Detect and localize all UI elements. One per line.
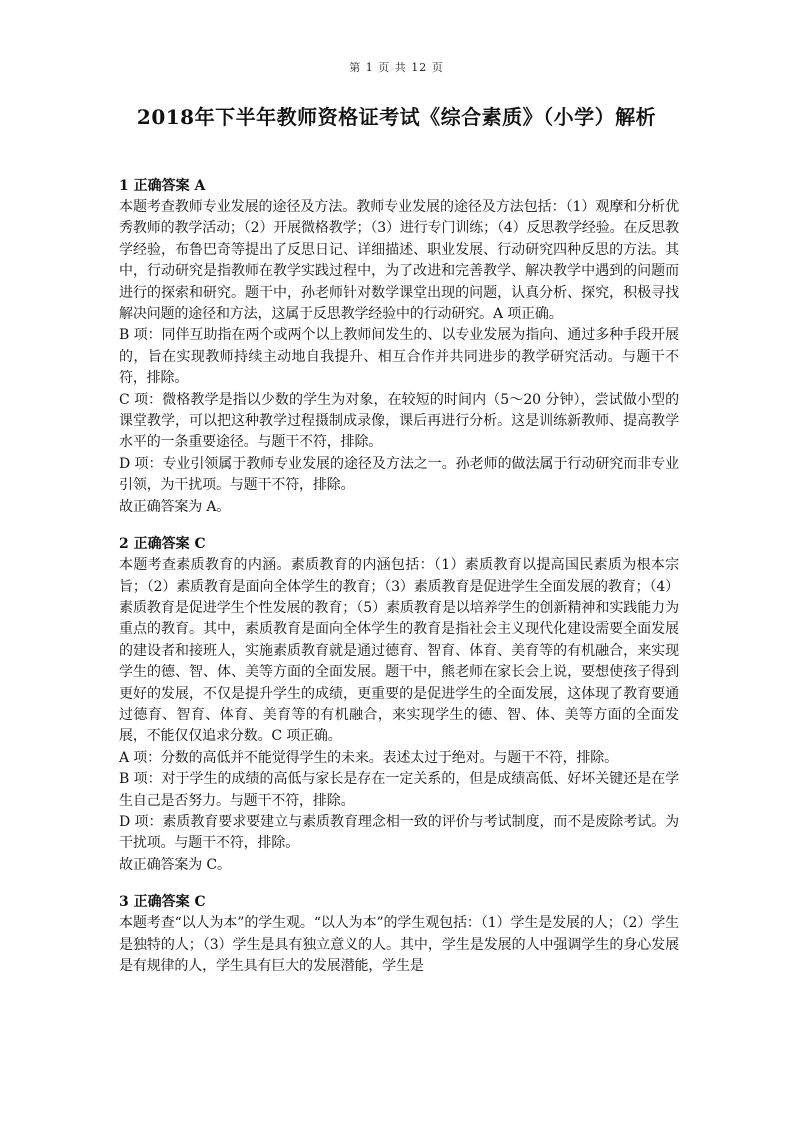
option-d-paragraph: D 项：素质教育要求要建立与素质教育理念相一致的评价与考试制度，而不是废除考试。为干扰项。与题干不符，排除。 bbox=[119, 813, 679, 852]
answer-section-1 bbox=[119, 176, 679, 518]
option-d-paragraph: D 项：专业引领属于教师专业发展的途径及方法之一。孙老师的做法属于行动研究而非专业引领，为干扰项。与题干不符，排除。 bbox=[119, 455, 679, 494]
explanation-paragraph: 本题考查教师专业发展的途径及方法。教师专业发展的途径及方法包括：（1）观摩和分析优秀教师的教学活动；（2）开展微格教学；（3）进行专门训练；（4）反思教学经验。在反思教学经验，布鲁巴奇等提出了反思日记、详细描述、职业发展、行动研究四种反思的方法。其中，行动研究是指教师在教学实践过程中，为了改进和完善教学、解决教学中遇到的问题而进行的探索和研究。题干中，孙老师针对数学课堂出现的问题，认真分析、探究，积极寻找解决问题的途径和方法，这属于反思教学经验中的行动研究。A 项正确。 bbox=[119, 199, 679, 323]
answer-heading: 3 正确答案 C bbox=[119, 894, 206, 911]
answer-heading: 2 正确答案 C bbox=[119, 536, 206, 553]
option-b-paragraph: B 项：对于学生的成绩的高低与家长是存在一定关系的，但是成绩高低、好坏关键还是在学生自己是否努力。与题干不符，排除。 bbox=[119, 771, 679, 809]
answer-heading: 1 正确答案 A bbox=[119, 178, 206, 194]
document-title: 2018年下半年教师资格证考试《综合素质》（小学）解析 bbox=[136, 105, 657, 129]
option-b-paragraph: B 项：同伴互助指在两个或两个以上教师间发生的、以专业发展为指向、通过多种手段开展的，旨在实现教师持续主动地自我提升、相互合作并共同进步的教学研究活动。与题干不符，排除。 bbox=[119, 327, 679, 387]
answer-section-2 bbox=[119, 534, 679, 876]
conclusion-paragraph: 故正确答案为 A。 bbox=[119, 498, 231, 515]
explanation-paragraph: 本题考查素质教育的内涵。素质教育的内涵包括：（1）素质教育以提高国民素质为根本宗旨；（2）素质教育是面向全体学生的教育；（3）素质教育是促进学生全面发展的教育；（4）素质教育是促进学生个性发展的教育；（5）素质教育是以培养学生的创新精神和实践能力为重点的教育。其中，素质教育是面向全体学生的教育是指社会主义现代化建设需要全面发展的建设者和接班人，实施素质教育就是通过德育、智育、体育、美育等的有机融合，来实现学生的德、智、体、美等方面的全面发展。题干中，熊老师在家长会上说，要想使孩子得到更好的发展，不仅是提升学生的成绩，更重要的是促进学生的全面发展，这体现了教育要通过德育、智育、体育、美育等的有机融合，来实现学生的德、智、体、美等方面的全面发展，不能仅仅追求分数。C 项正确。 bbox=[119, 557, 679, 745]
option-a-paragraph: A 项：分数的高低并不能觉得学生的未来。表述太过于绝对。与题干不符，排除。 bbox=[119, 749, 619, 766]
explanation-paragraph: 本题考查“以人为本”的学生观。“以人为本”的学生观包括：（1）学生是发展的人；（2）学生是独特的人；（3）学生是具有独立意义的人。其中，学生是发展的人中强调学生的身心发展是有规律的人，学生具有巨大的发展潜能，学生是 bbox=[119, 915, 679, 974]
page-number-header: 第 1 页 共 12 页 bbox=[349, 61, 444, 74]
document-body bbox=[119, 176, 679, 993]
answer-section-3 bbox=[119, 892, 679, 977]
conclusion-paragraph: 故正确答案为 C。 bbox=[119, 856, 231, 873]
option-c-paragraph: C 项：微格教学是指以少数的学生为对象，在较短的时间内（5～20 分钟），尝试做小型的课堂教学，可以把这种教学过程摄制成录像，课后再进行分析。这是训练新教师、提高教学水平的一条重要途径。与题干不符，排除。 bbox=[119, 391, 679, 451]
